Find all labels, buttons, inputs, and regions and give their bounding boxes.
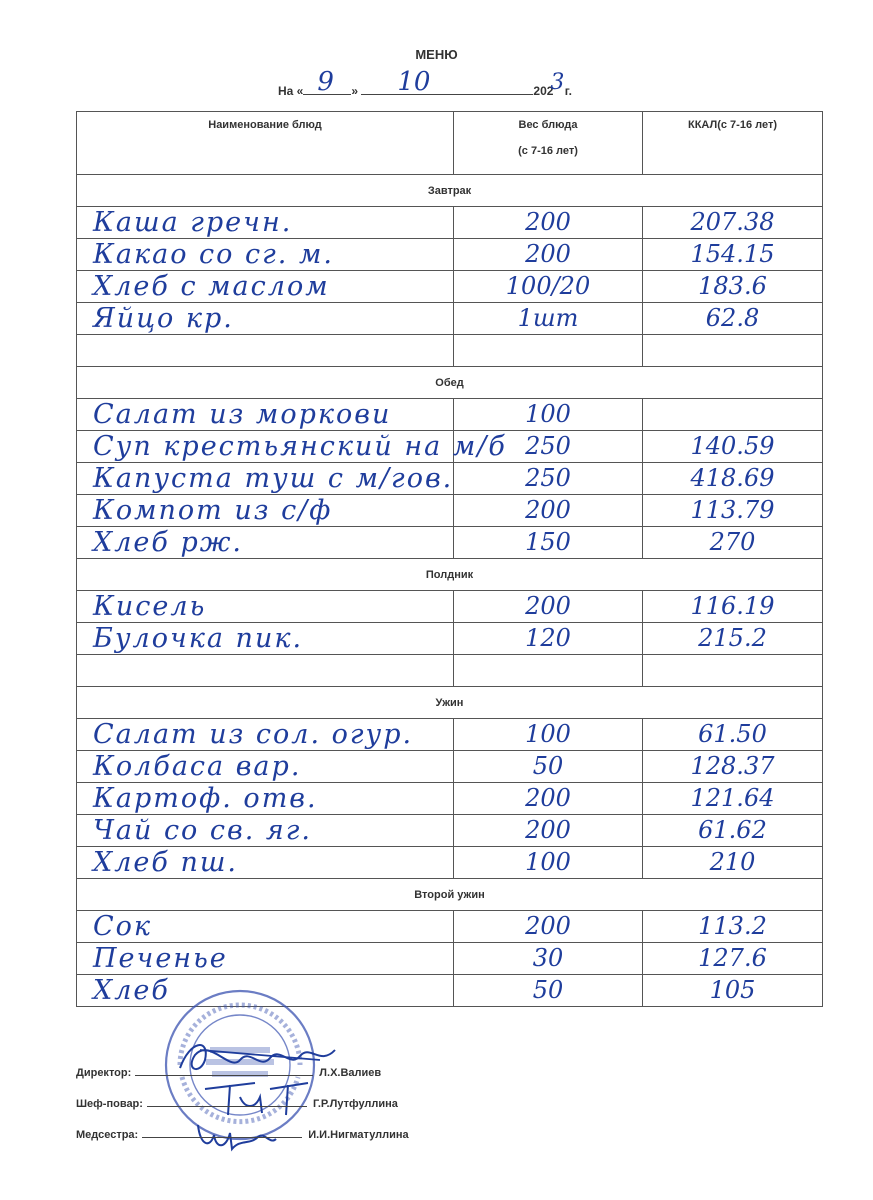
- dish-kcal-cell: [643, 815, 823, 847]
- dish-kcal-cell: [643, 591, 823, 623]
- dish-name: Хлеб рж.: [93, 527, 244, 558]
- signature-name: И.И.Нигматуллина: [308, 1129, 409, 1141]
- dish-name: Каша гречн.: [93, 207, 293, 238]
- dish-name: Сок: [93, 911, 153, 942]
- dish-name: Печенье: [93, 943, 228, 974]
- dish-name: Салат из сол. огур.: [93, 719, 414, 750]
- dish-kcal-cell: [643, 719, 823, 751]
- dish-weight-cell: [454, 495, 643, 527]
- dish-weight-cell: [454, 335, 643, 367]
- dish-name: Яйцо кр.: [93, 303, 234, 334]
- dish-weight: 200: [525, 592, 571, 620]
- table-row: [77, 783, 823, 815]
- dish-name: [77, 655, 93, 686]
- dish-kcal: 121.64: [690, 784, 775, 812]
- dish-kcal-cell: [643, 943, 823, 975]
- dish-name: Булочка пик.: [93, 623, 304, 654]
- dish-kcal: 128.37: [690, 752, 775, 780]
- dish-weight: 50: [532, 752, 564, 780]
- dish-name-cell: [77, 655, 454, 687]
- dish-weight-cell: [454, 591, 643, 623]
- date-line: [278, 67, 572, 98]
- dish-weight: 200: [525, 816, 571, 844]
- dish-weight: 100/20: [505, 272, 591, 300]
- dish-name-cell: [77, 207, 454, 239]
- year-digit: 3: [550, 70, 565, 95]
- dish-weight-cell: [454, 783, 643, 815]
- dish-kcal: 62.8: [705, 304, 760, 332]
- dish-weight-cell: [454, 655, 643, 687]
- dish-name-cell: [77, 303, 454, 335]
- dish-name: Хлеб пш.: [93, 847, 239, 878]
- dish-weight: 50: [532, 976, 564, 1004]
- dish-kcal-cell: [643, 335, 823, 367]
- dish-weight-cell: [454, 239, 643, 271]
- dish-weight-cell: [454, 751, 643, 783]
- dish-name-cell: [77, 815, 454, 847]
- signature-name: Л.Х.Валиев: [319, 1067, 382, 1079]
- dish-kcal-cell: [643, 911, 823, 943]
- dish-name: Хлеб: [93, 975, 170, 1006]
- dish-name-cell: [77, 719, 454, 751]
- dish-name: Салат из моркови: [93, 399, 392, 430]
- dish-name: [77, 335, 93, 366]
- dish-kcal: 113.2: [698, 912, 767, 940]
- dish-weight-cell: [454, 207, 643, 239]
- column-header-kcal: ККАЛ(с 7-16 лет): [643, 112, 823, 175]
- table-row: [77, 943, 823, 975]
- dish-name-cell: [77, 463, 454, 495]
- table-row: [77, 911, 823, 943]
- dish-kcal-cell: [643, 271, 823, 303]
- dish-kcal-cell: [643, 623, 823, 655]
- dish-kcal: 418.69: [690, 464, 775, 492]
- section-row: [77, 879, 823, 911]
- document-title: МЕНЮ: [415, 47, 458, 62]
- dish-kcal: 210: [709, 848, 756, 876]
- dish-weight: 100: [525, 848, 571, 876]
- dish-weight: 200: [525, 912, 571, 940]
- dish-name: Какао со сг. м.: [93, 239, 334, 270]
- column-header-weight: Вес блюда (с 7-16 лет): [454, 112, 643, 175]
- table-header-row: [77, 112, 823, 175]
- dish-kcal: 183.6: [698, 272, 767, 300]
- section-title: Ужин: [77, 687, 823, 719]
- dish-weight: 200: [525, 240, 571, 268]
- section-title: Второй ужин: [77, 879, 823, 911]
- month-blank: [361, 67, 533, 97]
- dish-kcal: 61.62: [698, 816, 767, 844]
- dish-weight-cell: [454, 847, 643, 879]
- dish-name-cell: [77, 847, 454, 879]
- dish-weight: 100: [525, 400, 571, 428]
- section-row: [77, 687, 823, 719]
- year-digit-slot: [550, 70, 565, 95]
- table-row: [77, 751, 823, 783]
- dish-kcal: 127.6: [698, 944, 767, 972]
- dish-name-cell: [77, 431, 507, 463]
- section-title: Полдник: [77, 559, 823, 591]
- dish-name-cell: [77, 943, 454, 975]
- dish-weight-cell: [454, 815, 643, 847]
- dish-name-cell: [77, 239, 454, 271]
- table-row: [77, 271, 823, 303]
- dish-kcal-cell: [643, 239, 823, 271]
- signature-role: Директор:: [76, 1067, 132, 1079]
- dish-name-cell: [77, 495, 454, 527]
- section-row: [77, 175, 823, 207]
- table-row: [77, 431, 823, 463]
- dish-name: Суп крестьянский на м/б: [93, 431, 507, 462]
- section-row: [77, 559, 823, 591]
- dish-weight: 150: [525, 528, 571, 556]
- signature-nurse-line: [76, 1127, 409, 1141]
- day-value: 9: [317, 67, 334, 97]
- table-row: [77, 335, 823, 367]
- dish-weight: 250: [525, 432, 571, 460]
- dish-kcal: 270: [709, 528, 756, 556]
- dish-weight-cell: [454, 431, 643, 463]
- table-row: [77, 399, 823, 431]
- dish-name: Компот из с/ф: [93, 495, 333, 526]
- dish-name: Капуста туш с м/гов.: [93, 463, 454, 494]
- dish-kcal-cell: [643, 847, 823, 879]
- section-title: Завтрак: [77, 175, 823, 207]
- dish-kcal-cell: [643, 655, 823, 687]
- table-row: [77, 527, 823, 559]
- dish-kcal: 154.15: [690, 240, 775, 268]
- dish-kcal-cell: [643, 207, 823, 239]
- day-blank: [303, 67, 351, 97]
- dish-weight: 200: [525, 208, 571, 236]
- dish-kcal-cell: [643, 783, 823, 815]
- dish-weight-cell: [454, 911, 643, 943]
- dish-weight-cell: [454, 719, 643, 751]
- dish-weight-cell: [454, 399, 643, 431]
- dish-kcal: 105: [709, 976, 756, 1004]
- dish-weight: 200: [525, 496, 571, 524]
- dish-kcal: 140.59: [690, 432, 775, 460]
- dish-name-cell: [77, 335, 454, 367]
- dish-kcal-cell: [643, 975, 823, 1007]
- dish-name-cell: [77, 527, 454, 559]
- dish-name: Чай со св. яг.: [93, 815, 313, 846]
- dish-kcal: 113.79: [690, 496, 775, 524]
- table-row: [77, 207, 823, 239]
- dish-weight: 200: [525, 784, 571, 812]
- dish-kcal-cell: [643, 399, 823, 431]
- date-prefix: На «: [278, 84, 304, 98]
- dish-name-cell: [77, 751, 454, 783]
- dish-kcal: 207.38: [690, 208, 775, 236]
- dish-kcal-cell: [643, 495, 823, 527]
- table-row: [77, 495, 823, 527]
- dish-name-cell: [77, 783, 454, 815]
- dish-weight-cell: [454, 271, 643, 303]
- table-row: [77, 719, 823, 751]
- section-title: Обед: [77, 367, 823, 399]
- signature-name: Г.Р.Лутфуллина: [312, 1098, 398, 1110]
- dish-weight: 1шт: [517, 304, 579, 332]
- table-row: [77, 303, 823, 335]
- menu-table: [76, 111, 823, 1007]
- table-row: [77, 655, 823, 687]
- dish-weight-cell: [454, 303, 643, 335]
- table-row: [77, 239, 823, 271]
- dish-kcal: 61.50: [698, 720, 767, 748]
- dish-name-cell: [77, 623, 454, 655]
- table-row: [77, 847, 823, 879]
- year-prefix: 202: [533, 84, 554, 98]
- dish-weight: 30: [532, 944, 564, 972]
- dish-name-cell: [77, 911, 454, 943]
- table-row: [77, 623, 823, 655]
- dish-kcal-cell: [643, 431, 823, 463]
- table-row: [77, 591, 823, 623]
- day-suffix: »: [351, 84, 359, 98]
- dish-kcal-cell: [643, 463, 823, 495]
- dish-weight-cell: [454, 943, 643, 975]
- dish-name: Кисель: [93, 591, 207, 622]
- month-value: 10: [397, 67, 431, 97]
- dish-weight: 100: [525, 720, 571, 748]
- signature-chef-line: [76, 1096, 398, 1110]
- table-row: [77, 815, 823, 847]
- dish-kcal-cell: [643, 303, 823, 335]
- table-row: [77, 463, 823, 495]
- dish-name-cell: [77, 591, 454, 623]
- year-suffix: г.: [564, 84, 572, 98]
- dish-kcal-cell: [643, 527, 823, 559]
- dish-weight: 250: [525, 464, 571, 492]
- dish-kcal-cell: [643, 751, 823, 783]
- dish-name: Колбаса вар.: [93, 751, 302, 782]
- section-row: [77, 367, 823, 399]
- dish-weight-cell: [454, 623, 643, 655]
- dish-weight-cell: [454, 527, 643, 559]
- dish-kcal: 215.2: [698, 624, 767, 652]
- dish-name: Хлеб с маслом: [93, 271, 330, 302]
- dish-weight-cell: [454, 975, 643, 1007]
- dish-name: Картоф. отв.: [93, 783, 318, 814]
- signature-role: Медсестра:: [76, 1129, 139, 1141]
- dish-weight-cell: [454, 463, 643, 495]
- column-header-name: Наименование блюд: [77, 112, 454, 175]
- dish-kcal: 116.19: [690, 592, 775, 620]
- dish-weight: 120: [525, 624, 571, 652]
- dish-name-cell: [77, 271, 454, 303]
- dish-name-cell: [77, 399, 454, 431]
- signature-role: Шеф-повар:: [76, 1098, 143, 1110]
- signature-director-line: [76, 1065, 381, 1079]
